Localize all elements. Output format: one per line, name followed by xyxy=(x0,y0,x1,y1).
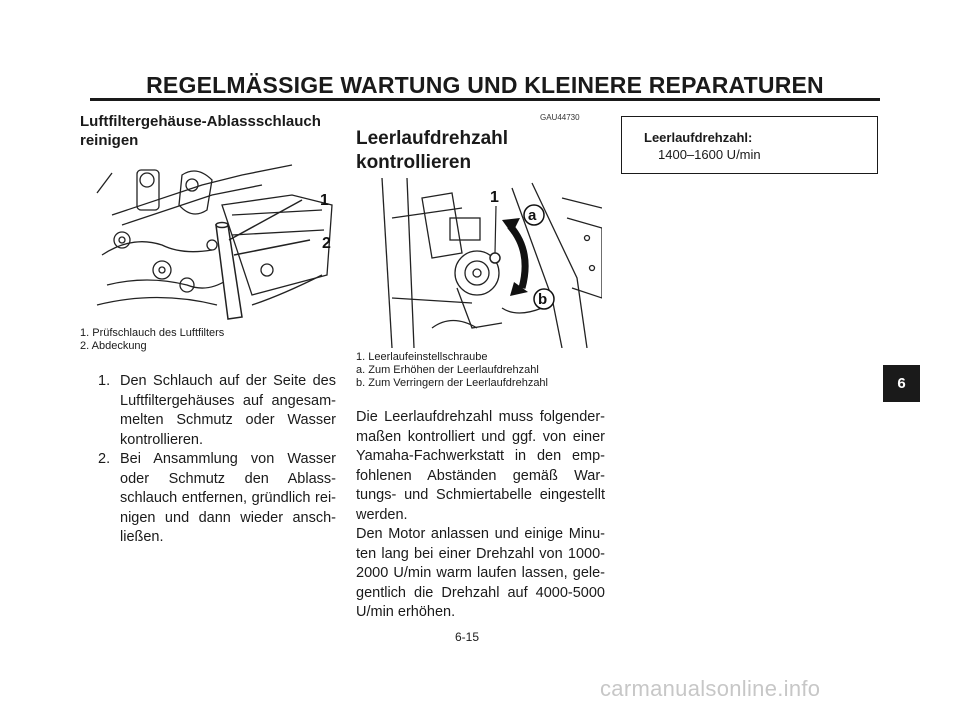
figure-captions-left xyxy=(80,327,340,353)
body-paragraph: Den Motor anlassen und einige Minu-ten lang bei einer Drehzahl von 1000-2000 U/min warm laufen lassen, gele-gentlich die Drehzahl auf 4000-5000 U/min erhöhen. xyxy=(356,526,605,620)
idle-speed-figure xyxy=(362,178,602,348)
heading-line: reinigen xyxy=(80,132,139,149)
air-filter-drain-figure xyxy=(92,155,337,323)
idle-speed-body xyxy=(356,408,605,623)
step-item xyxy=(98,450,336,548)
section-code: GAU44730 xyxy=(540,113,580,122)
section-heading-air-filter xyxy=(80,112,340,150)
spec-label: Leerlaufdrehzahl: xyxy=(644,130,753,145)
chapter-tab: 6 xyxy=(883,365,920,402)
drain-hose-steps xyxy=(98,372,336,548)
section-heading-idle-speed xyxy=(356,127,606,175)
heading-line: kontrollieren xyxy=(356,152,472,173)
watermark-text: carmanualsonline.info xyxy=(600,676,821,701)
figure-captions-middle xyxy=(356,351,616,390)
caption-item: b. Zum Verringern der Leerlaufdrehzahl xyxy=(356,377,548,389)
spec-value: 1400–1600 U/min xyxy=(658,147,761,162)
idle-speed-spec-box xyxy=(621,116,878,174)
body-paragraph: Die Leerlaufdrehzahl muss folgender-maßen kontrolliert und ggf. von einer Yamaha-Fachwerkstatt in den emp-fohlenen Abständen gemäß War-tungs- und Schmiertabelle eingestellt werden. xyxy=(356,409,605,523)
figure-callout-b: b xyxy=(538,291,548,308)
step-number: 2. xyxy=(98,451,111,467)
heading-line: Leerlaufdrehzahl xyxy=(356,128,509,149)
header-rule xyxy=(90,98,880,101)
figure-callout-2: 2 xyxy=(322,235,331,252)
step-item xyxy=(98,372,336,450)
page-number: 6-15 xyxy=(455,630,480,644)
heading-line: Luftfiltergehäuse-Ablassschlauch xyxy=(80,113,321,130)
step-number: 1. xyxy=(98,373,111,389)
caption-item: 1. Prüfschlauch des Luftfilters xyxy=(80,327,225,339)
figure-callout-1: 1 xyxy=(490,189,499,206)
caption-item: 2. Abdeckung xyxy=(80,340,147,352)
step-text: Bei Ansammlung von Wasser oder Schmutz den Ablass-schlauch entfernen, gründlich rei-nigen und dann wieder ansch-ließen. xyxy=(120,451,336,545)
caption-item: 1. Leerlaufeinstellschraube xyxy=(356,351,488,363)
step-text: Den Schlauch auf der Seite des Luftfiltergehäuses auf angesam-melten Schmutz oder Wasser kontrollieren. xyxy=(120,373,336,448)
figure-callout-1: 1 xyxy=(320,192,329,209)
caption-item: a. Zum Erhöhen der Leerlaufdrehzahl xyxy=(356,364,539,376)
figure-callout-a: a xyxy=(528,207,537,224)
page-header-title: REGELMÄSSIGE WARTUNG UND KLEINERE REPARATUREN xyxy=(146,72,824,98)
